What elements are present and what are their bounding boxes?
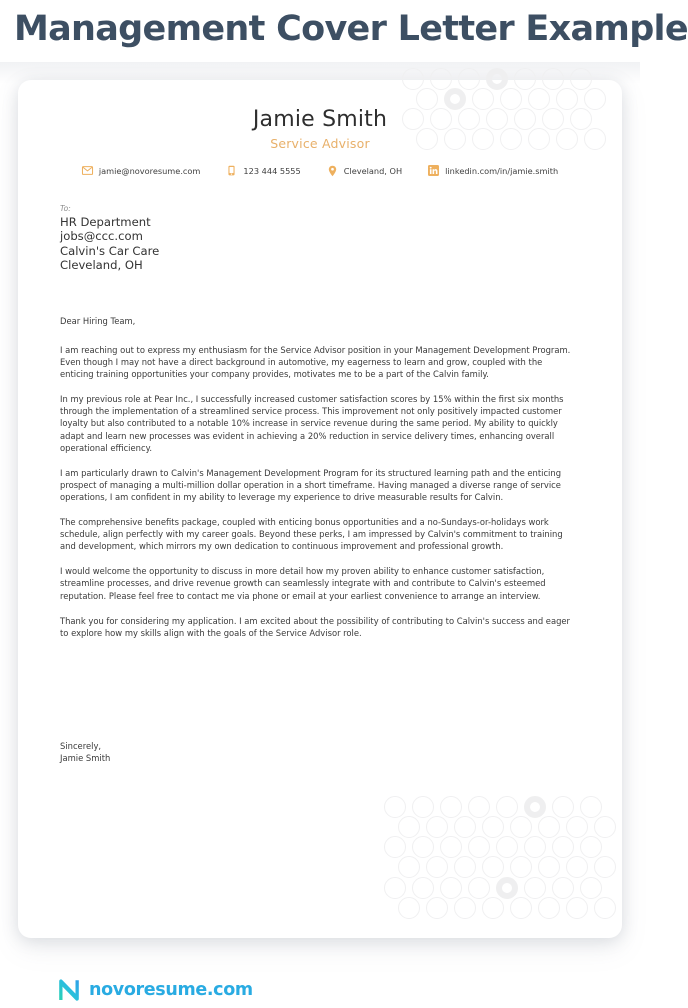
recipient-line-city: Cleveland, OH [60, 258, 143, 273]
recipient-block [60, 204, 159, 273]
linkedin-icon [428, 165, 439, 176]
cover-letter-document [18, 80, 622, 1000]
body-paragraph: In my previous role at Pear Inc., I successfully increased customer satisfaction scores by 15% within the first six months through the implementation of a streamlined service process. This improvement not only positively impacted customer loyalty but also contributed to a notable 10% increase in service revenue during the same period. My ability to quickly adapt and learn new processes was evident in achieving a 20% reduction in service delivery times, enhancing overall operational efficiency. [60, 394, 564, 453]
novoresume-footer-brand[interactable] [56, 977, 253, 1003]
salutation: Dear Hiring Team, [60, 316, 136, 326]
recipient-label: To: [60, 204, 71, 213]
contact-location[interactable] [327, 165, 402, 176]
page-title: Management Cover Letter Example [14, 9, 688, 49]
contact-phone[interactable] [226, 165, 300, 176]
location-pin-icon [327, 165, 338, 176]
candidate-name: Jamie Smith [252, 107, 388, 132]
letter-body [60, 316, 578, 652]
novoresume-logo-icon [56, 977, 82, 1003]
contact-email[interactable] [82, 165, 201, 176]
candidate-job-title: Service Advisor [270, 136, 370, 151]
recipient-line-company: Calvin's Car Care [60, 243, 160, 258]
body-paragraph: Thank you for considering my application. I am excited about the possibility of contributing to Calvin's success and eager to explore how my skills align with the goals of the Service Advisor role. [60, 615, 571, 638]
closing-block [60, 741, 110, 765]
phone-icon [226, 165, 237, 176]
closing-salutation: Sincerely, [60, 741, 102, 751]
contact-phone-text: 123 444 5555 [243, 165, 301, 176]
contact-linkedin[interactable] [428, 165, 558, 176]
body-paragraph: The comprehensive benefits package, coupled with enticing bonus opportunities and a no-Sundays-or-holidays work schedule, align perfectly with my career goals. Beyond these perks, I am impressed by Calvin's commitment to training and development, which mirrors my own dedication to continuous improvement and professional growth. [60, 517, 563, 552]
contact-row [18, 165, 622, 176]
contact-linkedin-text: linkedin.com/in/jamie.smith [445, 165, 559, 176]
recipient-line-department: HR Department [60, 215, 151, 229]
closing-signature-name: Jamie Smith [60, 752, 111, 763]
title-band [0, 0, 688, 62]
decorative-circles-bottom-right [384, 796, 634, 956]
email-icon [82, 165, 93, 176]
contact-email-text: jamie@novoresume.com [98, 165, 201, 176]
body-paragraph: I would welcome the opportunity to discuss in more detail how my proven ability to enhance customer satisfaction, streamline processes, and drive revenue growth can seamlessly integrate with and contribute to Calvin's esteemed reputation. Please feel free to contact me via phone or email at your earliest convenience to arrange an interview. [60, 566, 546, 601]
body-paragraph: I am particularly drawn to Calvin's Management Development Program for its structured learning path and the enticing prospect of managing a multi-million dollar operation in a short timeframe. Having managed a diverse range of service operations, I am confident in my ability to leverage my experience to drive measurable results for Calvin. [60, 467, 562, 502]
contact-location-text: Cleveland, OH [343, 165, 403, 176]
recipient-line-email: jobs@ccc.com [60, 229, 143, 244]
novoresume-wordmark: novoresume.com [89, 980, 253, 1000]
body-paragraph: I am reaching out to express my enthusiasm for the Service Advisor position in your Management Development Program. Even though I may not have a direct background in automotive, my eagerness to learn and grow, coupled with the enticing training opportunities your company provides, motivates me to be a part of the Calvin family. [60, 345, 571, 380]
